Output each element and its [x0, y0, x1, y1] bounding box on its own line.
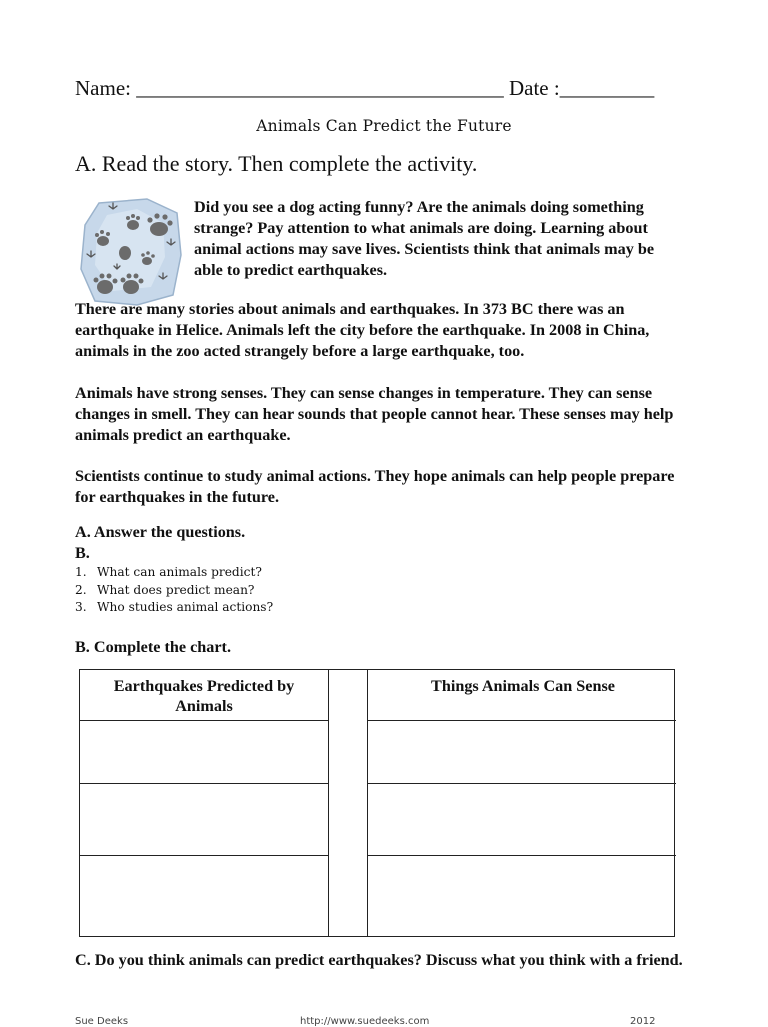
question-list [75, 564, 273, 617]
question-text: What does predict mean? [97, 582, 255, 597]
question-item [75, 582, 273, 600]
questions-heading [75, 522, 245, 564]
section-a-heading: A. Read the story. Then complete the activity. [75, 151, 478, 176]
question-item [75, 599, 273, 617]
question-text: What can animals predict? [97, 565, 262, 579]
chart-col2-answer-cell[interactable] [367, 785, 676, 856]
animal-paw-prints-icon [77, 195, 185, 309]
question-number: 2. [75, 582, 87, 597]
footer-url: http://www.suedeeks.com [300, 1016, 430, 1027]
question-item [75, 564, 273, 582]
chart-heading: B. Complete the chart. [75, 638, 231, 656]
worksheet-title: Animals Can Predict the Future [256, 117, 512, 135]
chart-col2-header-cell [367, 670, 676, 721]
chart-col2-answer-cell[interactable] [367, 857, 676, 936]
chart-col2-answer-cell[interactable] [367, 721, 676, 784]
name-date-line: Name: ___________________________________ Date :_________ [75, 76, 655, 100]
story-paragraph-3: Animals have strong senses. They can sense changes in temperature. They can sense changes in smell. They can hear sounds that people cannot hear. These senses may help animals predict an earthquake. [75, 384, 674, 444]
chart-divider-left [328, 670, 329, 936]
chart-col1-answer-cell[interactable] [80, 785, 328, 856]
chart-col1-header: Earthquakes Predicted by Animals [113, 677, 295, 715]
questions-heading-b: B. [75, 544, 90, 562]
chart-col2-header: Things Animals Can Sense [431, 677, 615, 695]
story-paragraph-2: There are many stories about animals and earthquakes. In 373 BC there was an earthquake in Helice. Animals left the city before the earthquake. In 2008 in China, animals in the zoo acted strangely before a large earthquake, too. [75, 300, 650, 360]
story-paragraph-4: Scientists continue to study animal actions. They hope animals can help people prepare for earthquakes in the future. [75, 467, 675, 506]
completion-chart [79, 669, 675, 937]
story-paragraph-1: Did you see a dog acting funny? Are the animals doing something strange? Pay attention to what animals are doing. Learning about animal actions may save lives. Scientists think that animals may be able to predict earthquakes. [194, 198, 655, 279]
question-text: Who studies animal actions? [97, 600, 274, 614]
questions-heading-a: A. Answer the questions. [75, 523, 246, 541]
chart-col1-answer-cell[interactable] [80, 857, 328, 936]
question-number: 3. [75, 600, 87, 614]
discussion-prompt: C. Do you think animals can predict earthquakes? Discuss what you think with a friend. [75, 951, 683, 969]
chart-col1-answer-cell[interactable] [80, 721, 328, 784]
footer-author: Sue Deeks [75, 1016, 129, 1027]
footer-year: 2012 [630, 1016, 656, 1027]
chart-col1-header-cell [80, 670, 328, 721]
question-number: 1. [75, 565, 87, 579]
